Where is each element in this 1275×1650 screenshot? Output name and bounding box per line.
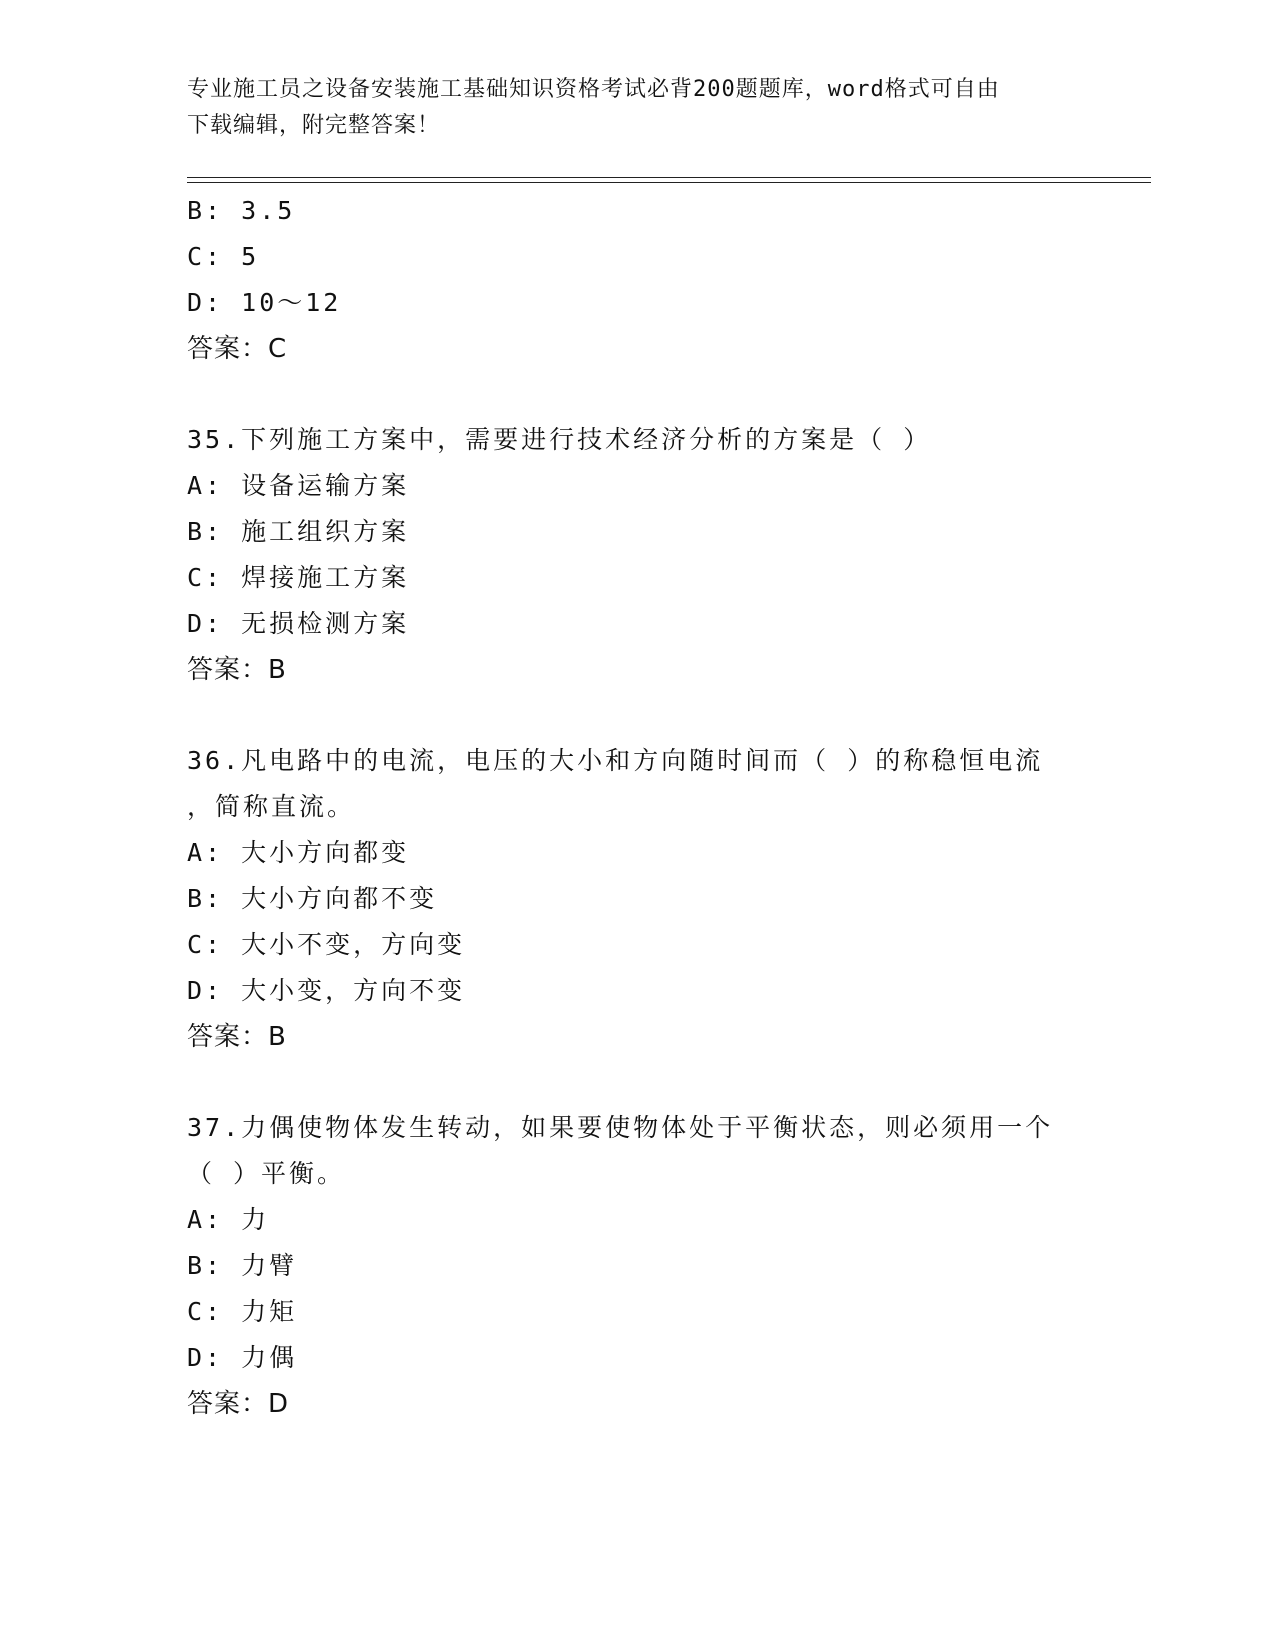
answer-line: 答案：C <box>187 334 288 364</box>
question-34-partial <box>187 188 1087 372</box>
question-text: 35.下列施工方案中，需要进行技术经济分析的方案是（ ） <box>187 425 932 454</box>
question-37 <box>187 1105 1087 1427</box>
option-c: C: 焊接施工方案 <box>187 563 410 592</box>
option-d: D: 大小变，方向不变 <box>187 976 466 1005</box>
answer-line: 答案：B <box>187 655 287 685</box>
question-list <box>187 188 1087 1427</box>
header-rule-top <box>187 177 1151 178</box>
option-d: D: 无损检测方案 <box>187 609 410 638</box>
option-b: B: 大小方向都不变 <box>187 884 438 913</box>
option-c: C: 5 <box>187 242 260 271</box>
option-d: D: 10～12 <box>187 288 342 317</box>
option-a: A: 力 <box>187 1205 270 1234</box>
header-rule-bottom <box>187 182 1151 183</box>
question-text-line-1: 37.力偶使物体发生转动，如果要使物体处于平衡状态，则必须用一个 <box>187 1113 1054 1142</box>
answer-line: 答案：B <box>187 1022 287 1052</box>
option-c: C: 力矩 <box>187 1297 298 1326</box>
question-36 <box>187 738 1087 1060</box>
option-d: D: 力偶 <box>187 1343 298 1372</box>
option-b: B: 施工组织方案 <box>187 517 410 546</box>
header-line-1: 专业施工员之设备安装施工基础知识资格考试必背200题题库，word格式可自由 <box>187 77 1000 102</box>
option-b: B: 3.5 <box>187 196 296 225</box>
document-header <box>187 72 1087 144</box>
question-text-line-1: 36.凡电路中的电流，电压的大小和方向随时间而（ ）的称稳恒电流 <box>187 746 1044 775</box>
option-a: A: 设备运输方案 <box>187 471 410 500</box>
question-text-line-2: （ ）平衡。 <box>187 1159 346 1188</box>
question-35 <box>187 417 1087 693</box>
option-b: B: 力臂 <box>187 1251 298 1280</box>
option-c: C: 大小不变，方向变 <box>187 930 466 959</box>
header-line-2: 下载编辑，附完整答案！ <box>187 113 441 138</box>
answer-line: 答案：D <box>187 1389 290 1419</box>
option-a: A: 大小方向都变 <box>187 838 410 867</box>
question-text-line-2: ，简称直流。 <box>187 792 356 821</box>
